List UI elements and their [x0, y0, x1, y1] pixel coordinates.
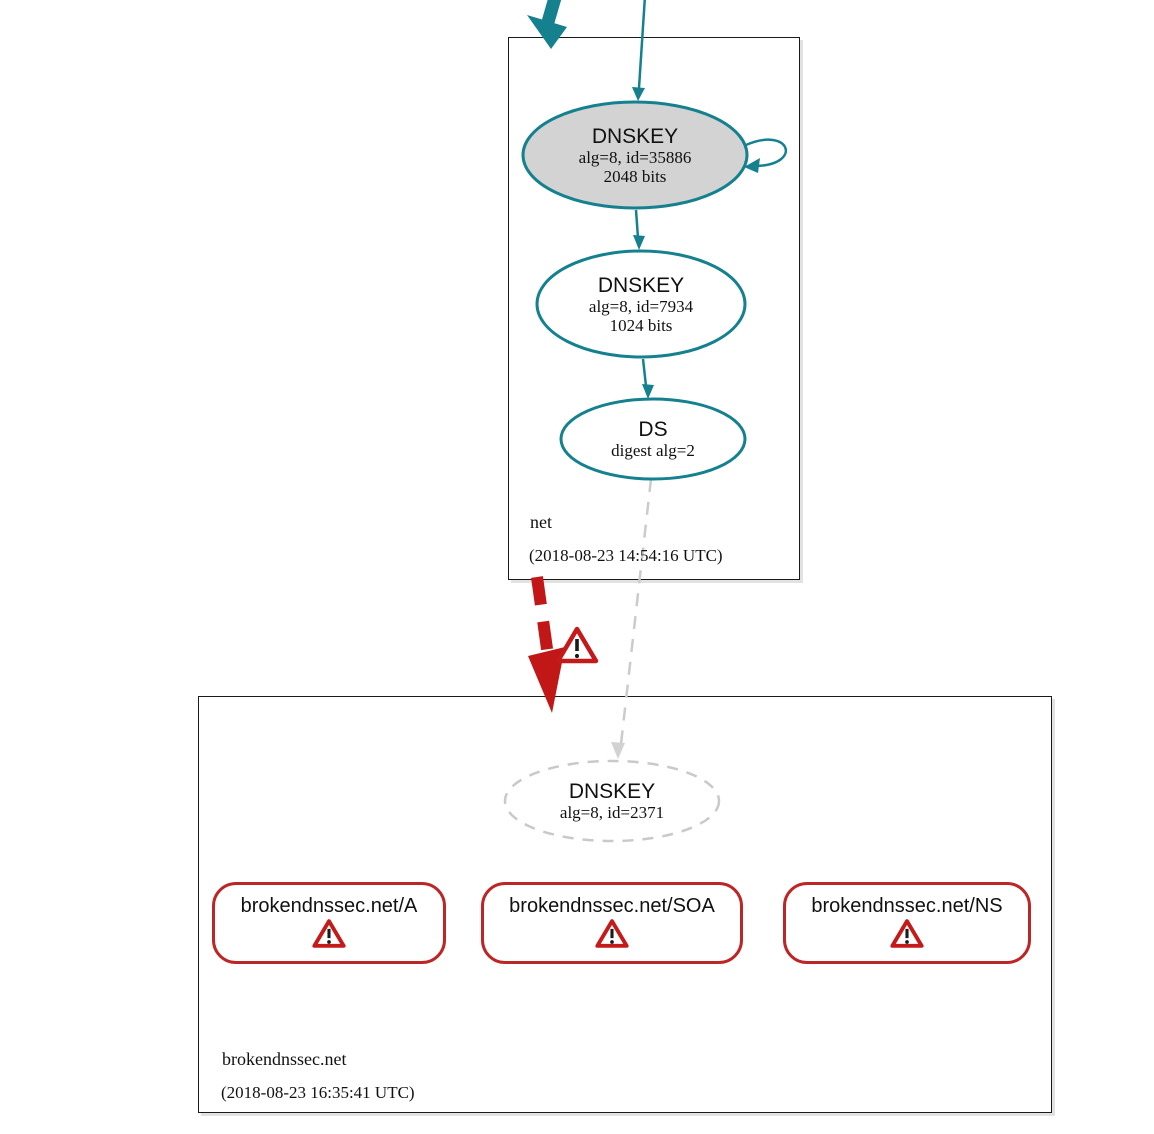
node-label: DNSKEY [591, 124, 679, 148]
node-bits: 1024 bits [609, 315, 673, 335]
zone-name-brokendnssec-net: brokendnssec.net [222, 1049, 347, 1069]
zone-timestamp-brokendnssec-net: (2018-08-23 16:35:41 UTC) [221, 1083, 415, 1102]
rrset-label: brokendnssec.net/NS [811, 895, 1003, 917]
node-label: DNSKEY [568, 780, 656, 803]
edge-ds-to-child-dnskey [611, 479, 651, 759]
node-label: DNSKEY [597, 273, 685, 297]
edge-from-root-thick [527, 0, 567, 49]
zone-timestamp-net: (2018-08-23 14:54:16 UTC) [529, 546, 723, 565]
warning-icon [555, 625, 599, 665]
rrset-label: brokendnssec.net/A [240, 895, 418, 917]
warning-icon [595, 918, 629, 949]
zone-name-net: net [530, 512, 552, 532]
node-detail: alg=8, id=35886 [578, 147, 692, 167]
node-dnskey-2371[interactable] [505, 762, 719, 840]
node-dnskey-7934[interactable] [537, 252, 745, 356]
node-detail: digest alg=2 [611, 441, 695, 460]
edge-ksk-to-zsk [633, 210, 645, 250]
warning-icon [312, 918, 346, 949]
warning-icon [890, 918, 924, 949]
edge-ksk-self-loop [744, 140, 786, 173]
node-label: DS [638, 418, 668, 441]
node-detail: alg=8, id=7934 [588, 296, 694, 316]
rrset-a[interactable] [212, 882, 446, 964]
edge-from-root-rrsig [632, 0, 645, 101]
node-bits: 2048 bits [603, 166, 667, 186]
node-dnskey-35886[interactable] [523, 103, 747, 207]
rrset-soa[interactable] [481, 882, 743, 964]
rrset-ns[interactable] [783, 882, 1031, 964]
node-detail: alg=8, id=2371 [559, 803, 665, 822]
rrset-label: brokendnssec.net/SOA [509, 895, 715, 917]
node-ds[interactable] [561, 400, 745, 478]
edge-zsk-to-ds [642, 359, 654, 399]
